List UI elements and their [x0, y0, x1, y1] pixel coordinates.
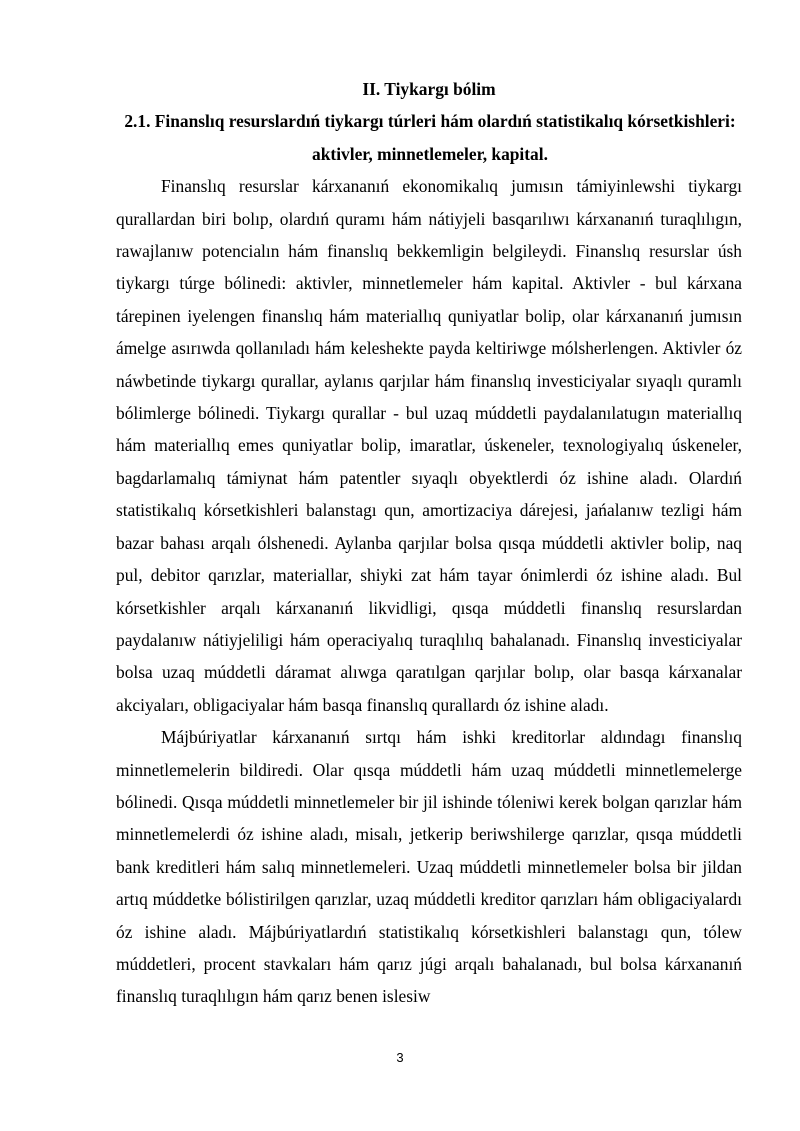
paragraph-assets: Finanslıq resurslar kárxananıń ekonomikalıq jumısın támiyinlewshi tiykargı qurallardan biri bolıp, olardıń quramı hám nátiyjeli basqarılıwı kárxananıń turaqlılıgın, rawajlanıw potencialın hám finanslıq bekkemligin belgileydi. Finanslıq resurslar úsh tiykargı túrge bólinedi: aktivler, minnetlemeler hám kapital. Aktivler - bul kárxana tárepinen iyelengen finanslıq hám materiallıq quniyatlar bolip, olar kárxananıń jumısın ámelge asırıwda qollanıladı hám keleshekte payda keltiriwge mólsherlengen. Aktivler óz náwbetinde tiykargı qurallar, aylanıs qarjılar hám finanslıq investiciyalar sıyaqlı quramlı bólimlerge bólinedi. Tiykargı qurallar - bul uzaq múddetli paydalanılatugın materiallıq hám materiallıq emes quniyatlar bolip, imaratlar, úskeneler, texnologiyalıq úskeneler, bagdarlamalıq támiynat hám patentler sıyaqlı obyektlerdi óz ishine aladı. Olardıń statistikalıq kórsetkishleri balanstagı qun, amortizaciya dárejesi, jańalanıw tezligi hám bazar bahası arqalı ólshenedi. Aylanba qarjılar bolsa qısqa múddetli aktivler bolip, naq pul, debitor qarızlar, materiallar, shiyki zat hám tayar ónimlerdi óz ishine aladı. Bul kórsetkishler arqalı kárxananıń likvidligi, qısqa múddetli finanslıq resurslardan paydalanıw nátiyjeliligi hám operaciyalıq turaqlılıq bahalanadı. Finanslıq investiciyalar bolsa uzaq múddetli dáramat alıwga qaratılgan qarjılar bolıp, olar basqa kárxanalar akciyaları, obligaciyalar hám basqa finanslıq qurallardı óz ishine aladı. — [116, 176, 742, 715]
page-number: 3 — [396, 1050, 404, 1065]
paragraph-liabilities: Májbúriyatlar kárxananıń sırtqı hám ishki kreditorlar aldındagı finanslıq minnetlemelerin bildiredi. Olar qısqa múddetli hám uzaq múddetli minnetlemelerge bólinedi. Qısqa múddetli minnetlemeler bir jil ishinde tóleniwi kerek bolgan qarızlar hám minnetlemelerdi óz ishine aladı, misalı, jetkerip beriwshilerge qarızlar, qısqa múddetli bank kreditleri hám salıq minnetlemeleri. Uzaq múddetli minnetlemeler bolsa bir jildan artıq múddetke bólistirilgen qarızlar, uzaq múddetli kreditor qarızları hám obligaciyalardı óz ishine aladı. Májbúriyatlardıń statistikalıq kórsetkishleri balanstagı qun, tólew múddetleri, procent stavkaları hám qarız júgi arqalı bahalanadı, bul bolsa kárxananıń finanslıq turaqlılıgın hám qarız benen islesiw — [116, 727, 742, 1007]
subsection-title: 2.1. Finanslıq resurslardıń tiykargı túrleri hám olardıń statistikalıq kórsetkishleri: aktivler, minnetlemeler, kapital. — [124, 111, 736, 164]
page-content — [116, 73, 742, 1013]
section-title: II. Tiykargı bólim — [362, 79, 496, 99]
